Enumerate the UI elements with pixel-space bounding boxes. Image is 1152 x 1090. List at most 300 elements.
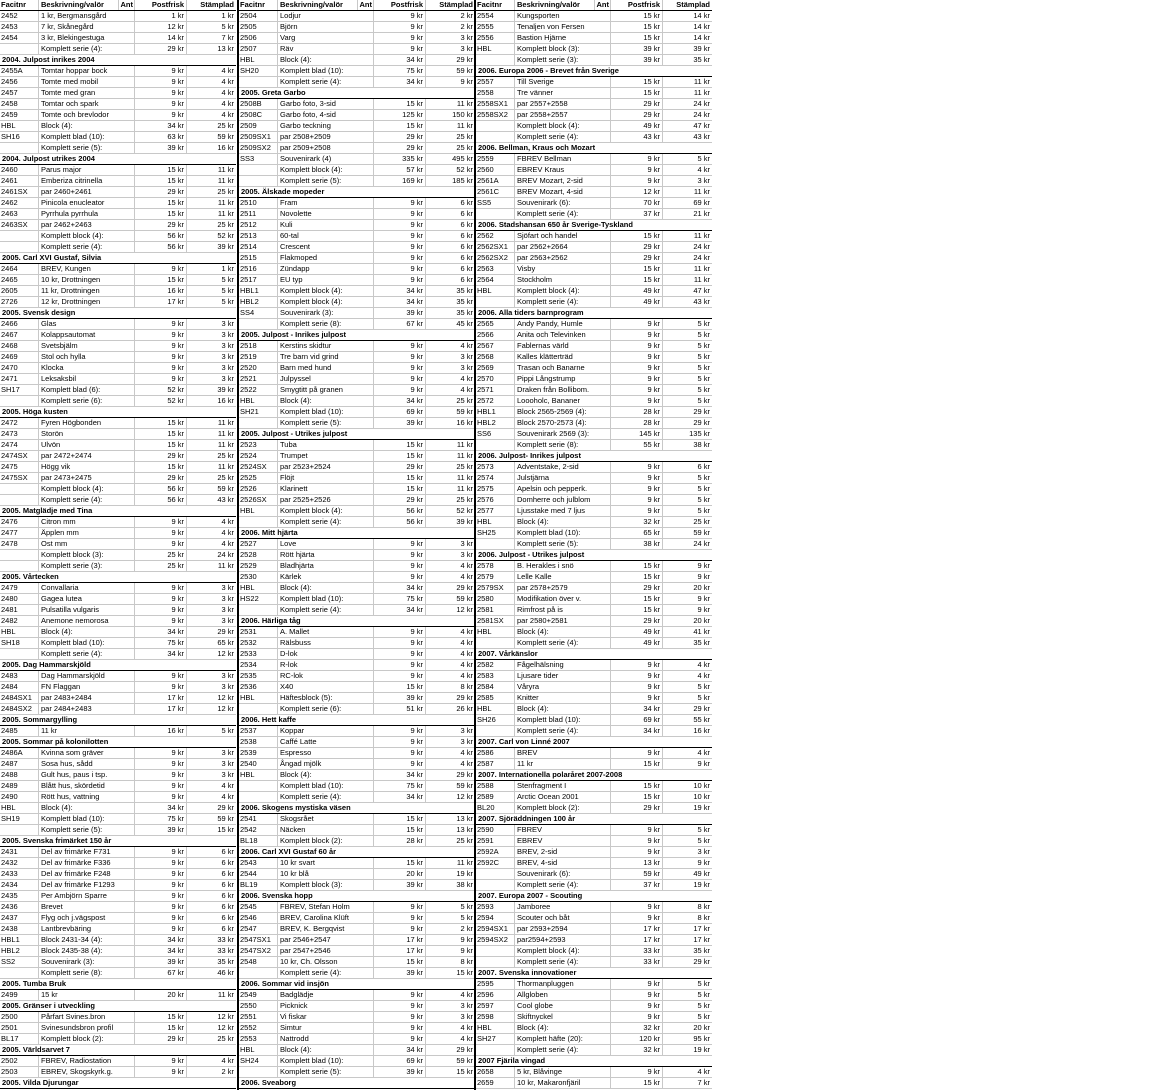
facitnr-cell: 2561C [477, 187, 500, 196]
facitnr-cell: 2726 [1, 297, 18, 306]
section-title: 2005. Vilda Djurungar [2, 1078, 79, 1087]
stamplad-price-cell: 47 kr [662, 121, 712, 131]
stamplad-price-cell: 4 kr [186, 517, 236, 527]
table-row [239, 517, 475, 528]
stamplad-price-cell: 59 kr [425, 66, 475, 76]
header-facitnr: Facitnr [1, 0, 27, 9]
table-row [476, 132, 712, 143]
header-desc: Beskrivning/valör [277, 0, 357, 10]
facitnr-cell: 2579SX [477, 583, 504, 592]
facitnr-cell: 2562 [477, 231, 494, 240]
table-row [0, 319, 236, 330]
table-row [239, 737, 475, 748]
postfrisk-price-cell: 9 kr [373, 198, 425, 208]
description-cell: Rälsbuss [277, 638, 357, 648]
facitnr-cell: 2594SX2 [477, 935, 508, 944]
table-row [0, 165, 236, 176]
stamplad-price-cell: 35 kr [425, 297, 475, 307]
postfrisk-price-cell: 9 kr [610, 902, 662, 912]
stamplad-price-cell: 25 kr [186, 187, 236, 197]
postfrisk-price-cell: 15 kr [134, 1012, 186, 1022]
stamplad-price-cell: 3 kr [186, 363, 236, 373]
table-row [0, 539, 236, 550]
description-cell: Komplett serie (5): [514, 539, 594, 549]
facitnr-cell: 2582 [477, 660, 494, 669]
section-title: 2005. Dag Hammarskjöld [2, 660, 91, 669]
description-cell: Simtur [277, 1023, 357, 1033]
facitnr-cell: 2554 [477, 11, 494, 20]
stamplad-price-cell: 17 kr [662, 924, 712, 934]
table-row [0, 275, 236, 286]
stamplad-price-cell: 38 kr [662, 440, 712, 450]
facitnr-cell: 2533 [240, 649, 257, 658]
postfrisk-price-cell: 17 kr [134, 693, 186, 703]
facitnr-cell: 2574 [477, 473, 494, 482]
postfrisk-price-cell: 9 kr [134, 352, 186, 362]
facitnr-cell: 2484SX1 [1, 693, 32, 702]
facitnr-cell: 2432 [1, 858, 18, 867]
description-cell: Jamboree [514, 902, 594, 912]
postfrisk-price-cell: 34 kr [373, 77, 425, 87]
stamplad-price-cell: 3 kr [186, 759, 236, 769]
postfrisk-price-cell: 34 kr [610, 704, 662, 714]
table-row [239, 176, 475, 187]
table-row [0, 924, 236, 935]
table-row [0, 858, 236, 869]
facitnr-cell: 2499 [1, 990, 18, 999]
postfrisk-price-cell: 9 kr [373, 572, 425, 582]
table-row [239, 880, 475, 891]
facitnr-cell: 2482 [1, 616, 18, 625]
description-cell: Kolappsautomat [38, 330, 118, 340]
postfrisk-price-cell: 9 kr [134, 528, 186, 538]
stamplad-price-cell: 6 kr [425, 198, 475, 208]
facitnr-cell: 2551 [240, 1012, 257, 1021]
postfrisk-price-cell: 29 kr [134, 187, 186, 197]
facitnr-cell: 2509SX2 [240, 143, 271, 152]
table-row [239, 154, 475, 165]
stamplad-price-cell: 3 kr [186, 341, 236, 351]
description-cell: Garbo foto, 4-sid [277, 110, 357, 120]
stamplad-price-cell: 4 kr [425, 341, 475, 351]
description-cell: Block (4): [514, 517, 594, 527]
stamplad-price-cell: 16 kr [425, 418, 475, 428]
facitnr-cell: 2470 [1, 363, 18, 372]
facitnr-cell: 2585 [477, 693, 494, 702]
description-cell: Gagea lutea [38, 594, 118, 604]
stamplad-price-cell: 33 kr [186, 946, 236, 956]
description-cell: Loooholc, Bananer [514, 396, 594, 406]
table-row [239, 440, 475, 451]
description-cell: par 2557+2558 [514, 99, 594, 109]
facitnr-cell: 2581SX [477, 616, 504, 625]
table-row [476, 154, 712, 165]
facitnr-cell: 2532 [240, 638, 257, 647]
description-cell: Skogsrået [277, 814, 357, 824]
stamplad-price-cell: 25 kr [425, 495, 475, 505]
table-row [239, 44, 475, 55]
postfrisk-price-cell: 15 kr [373, 484, 425, 494]
section-title: 2005. Matglädje med Tina [2, 506, 93, 515]
facitnr-cell: 2592C [477, 858, 500, 867]
description-cell: Komplett serie (4): [514, 132, 594, 142]
facitnr-cell: 2594SX1 [477, 924, 508, 933]
postfrisk-price-cell: 9 kr [134, 792, 186, 802]
stamplad-price-cell: 5 kr [662, 154, 712, 164]
description-cell: Block (4): [277, 583, 357, 593]
stamplad-price-cell: 25 kr [186, 220, 236, 230]
column-header-row [239, 0, 475, 11]
postfrisk-price-cell: 335 kr [373, 154, 425, 164]
postfrisk-price-cell: 9 kr [134, 869, 186, 879]
facitnr-cell: SH18 [1, 638, 20, 647]
table-row [0, 198, 236, 209]
description-cell: Komplett serie (8): [277, 319, 357, 329]
stamplad-price-cell: 39 kr [425, 517, 475, 527]
postfrisk-price-cell: 9 kr [610, 484, 662, 494]
facitnr-cell: SH21 [240, 407, 259, 416]
table-row [239, 110, 475, 121]
description-cell: Pulsatilla vulgaris [38, 605, 118, 615]
table-row [0, 638, 236, 649]
stamplad-price-cell: 4 kr [662, 165, 712, 175]
postfrisk-price-cell: 9 kr [134, 77, 186, 87]
stamplad-price-cell: 24 kr [662, 253, 712, 263]
facitnr-cell: 2659 [477, 1078, 494, 1087]
stamplad-price-cell: 13 kr [425, 825, 475, 835]
section-heading [239, 803, 475, 814]
description-cell: EBREV, Skogskyrk.g. [38, 1067, 118, 1077]
description-cell: Anemone nemorosa [38, 616, 118, 626]
stamplad-price-cell: 11 kr [425, 473, 475, 483]
stamplad-price-cell: 13 kr [186, 44, 236, 54]
table-row [239, 55, 475, 66]
facitnr-cell: SH25 [477, 528, 496, 537]
description-cell: 10 kr, Ch. Olsson [277, 957, 357, 967]
table-row [476, 627, 712, 638]
description-cell: EU typ [277, 275, 357, 285]
section-heading [239, 1078, 475, 1089]
facitnr-cell: 2431 [1, 847, 18, 856]
facitnr-cell: HBL [240, 1045, 255, 1054]
section-title: 2005. Julpost - Inrikes julpost [241, 330, 347, 339]
stamplad-price-cell: 135 kr [662, 429, 712, 439]
stamplad-price-cell: 69 kr [662, 198, 712, 208]
table-row [0, 77, 236, 88]
description-cell: Komplett serie (4): [514, 957, 594, 967]
table-row [239, 22, 475, 33]
description-cell: Komplett block (4): [277, 286, 357, 296]
stamplad-price-cell: 11 kr [186, 209, 236, 219]
stamplad-price-cell: 16 kr [186, 396, 236, 406]
stamplad-price-cell: 3 kr [186, 330, 236, 340]
facitnr-cell: 2531 [240, 627, 257, 636]
stamplad-price-cell: 24 kr [662, 99, 712, 109]
facitnr-cell: 2473 [1, 429, 18, 438]
section-heading [0, 836, 236, 847]
postfrisk-price-cell: 12 kr [610, 187, 662, 197]
stamplad-price-cell: 11 kr [662, 264, 712, 274]
description-cell: 11 kr [514, 759, 594, 769]
facitnr-cell: 2502 [1, 1056, 18, 1065]
description-cell: Badglädje [277, 990, 357, 1000]
header-facitnr: Facitnr [240, 0, 266, 9]
stamplad-price-cell: 11 kr [425, 121, 475, 131]
section-heading [239, 429, 475, 440]
description-cell: par 2593+2594 [514, 924, 594, 934]
description-cell: Björn [277, 22, 357, 32]
postfrisk-price-cell: 15 kr [610, 77, 662, 87]
table-row [0, 759, 236, 770]
description-cell: Sjöfart och handel [514, 231, 594, 241]
description-cell: par 2547+2546 [277, 946, 357, 956]
facitnr-cell: 2463 [1, 209, 18, 218]
stamplad-price-cell: 59 kr [425, 781, 475, 791]
table-row [0, 550, 236, 561]
description-cell: Adventstake, 2-sid [514, 462, 594, 472]
section-title: 2007. Vårkänslor [478, 649, 538, 658]
stamplad-price-cell: 59 kr [425, 407, 475, 417]
postfrisk-price-cell: 9 kr [373, 264, 425, 274]
postfrisk-price-cell: 33 kr [610, 957, 662, 967]
table-row [0, 1034, 236, 1045]
postfrisk-price-cell: 49 kr [610, 286, 662, 296]
stamplad-price-cell: 11 kr [662, 77, 712, 87]
facitnr-cell: 2462 [1, 198, 18, 207]
stamplad-price-cell: 150 kr [425, 110, 475, 120]
table-row [239, 583, 475, 594]
table-row [239, 396, 475, 407]
facitnr-cell: 2466 [1, 319, 18, 328]
stamplad-price-cell: 6 kr [186, 924, 236, 934]
table-row [0, 473, 236, 484]
table-row [476, 671, 712, 682]
facitnr-cell: SH19 [1, 814, 20, 823]
description-cell: Block (4): [38, 121, 118, 131]
description-cell: Glas [38, 319, 118, 329]
postfrisk-price-cell: 9 kr [373, 22, 425, 32]
description-cell: Komplett serie (4): [514, 638, 594, 648]
table-row [239, 165, 475, 176]
postfrisk-price-cell: 9 kr [373, 220, 425, 230]
postfrisk-price-cell: 17 kr [610, 924, 662, 934]
facitnr-cell: HBL2 [477, 418, 496, 427]
facitnr-cell: HBL [1, 121, 16, 130]
postfrisk-price-cell: 9 kr [134, 847, 186, 857]
stamplad-price-cell: 4 kr [186, 110, 236, 120]
stamplad-price-cell: 25 kr [186, 473, 236, 483]
table-row [476, 715, 712, 726]
facitnr-cell: HBL2 [240, 297, 259, 306]
table-row [476, 11, 712, 22]
description-cell: Komplett serie (6): [38, 396, 118, 406]
facitnr-cell: HBL [477, 1023, 492, 1032]
postfrisk-price-cell: 57 kr [373, 165, 425, 175]
section-title: 2005. Vårtecken [2, 572, 59, 581]
stamplad-price-cell: 39 kr [186, 242, 236, 252]
description-cell: Parus major [38, 165, 118, 175]
section-heading [476, 770, 712, 781]
postfrisk-price-cell: 32 kr [610, 1045, 662, 1055]
table-row [476, 1001, 712, 1012]
description-cell: par 2562+2664 [514, 242, 594, 252]
description-cell: Lelle Kalle [514, 572, 594, 582]
table-row [0, 946, 236, 957]
section-title: 2006. Sveaborg [241, 1078, 297, 1087]
table-row [476, 198, 712, 209]
stamplad-price-cell: 4 kr [662, 748, 712, 758]
stamplad-price-cell: 11 kr [425, 99, 475, 109]
facitnr-cell: 2588 [477, 781, 494, 790]
table-row [476, 385, 712, 396]
postfrisk-price-cell: 15 kr [610, 88, 662, 98]
section-title: 2007. Internationella polaråret 2007-2008 [478, 770, 623, 779]
stamplad-price-cell: 9 kr [662, 858, 712, 868]
table-row [476, 847, 712, 858]
section-heading [476, 220, 712, 231]
facitnr-cell: 2524 [240, 451, 257, 460]
description-cell: 12 kr, Drottningen [38, 297, 118, 307]
description-cell: Fyren Högbonden [38, 418, 118, 428]
table-row [239, 682, 475, 693]
description-cell: 1 kr, Bergmansgård [38, 11, 118, 21]
table-row [239, 132, 475, 143]
postfrisk-price-cell: 16 kr [134, 726, 186, 736]
table-row [0, 847, 236, 858]
facitnr-cell: 2583 [477, 671, 494, 680]
description-cell: Lodjur [277, 11, 357, 21]
postfrisk-price-cell: 15 kr [134, 198, 186, 208]
postfrisk-price-cell: 9 kr [610, 748, 662, 758]
description-cell: Kärlek [277, 572, 357, 582]
facitnr-cell: 2477 [1, 528, 18, 537]
postfrisk-price-cell: 9 kr [373, 990, 425, 1000]
postfrisk-price-cell: 29 kr [610, 616, 662, 626]
postfrisk-price-cell: 9 kr [134, 374, 186, 384]
section-title: 2005. Sommargylling [2, 715, 78, 724]
description-cell: Näcken [277, 825, 357, 835]
postfrisk-price-cell: 9 kr [610, 473, 662, 483]
postfrisk-price-cell: 9 kr [373, 759, 425, 769]
table-row [476, 187, 712, 198]
table-row [0, 1067, 236, 1078]
facitnr-cell: 2485 [1, 726, 18, 735]
stamplad-price-cell: 3 kr [425, 1001, 475, 1011]
table-row [476, 836, 712, 847]
description-cell: Block (4): [38, 803, 118, 813]
description-cell: Del av frimärke F336 [38, 858, 118, 868]
facitnr-cell: 2479 [1, 583, 18, 592]
description-cell: Komplett serie (4): [277, 517, 357, 527]
postfrisk-price-cell: 34 kr [134, 121, 186, 131]
postfrisk-price-cell: 25 kr [134, 561, 186, 571]
description-cell: 10 kr, Makaronfjäril [514, 1078, 594, 1088]
postfrisk-price-cell: 29 kr [134, 473, 186, 483]
table-row [239, 660, 475, 671]
stamplad-price-cell: 19 kr [662, 803, 712, 813]
description-cell: Anita och Televinken [514, 330, 594, 340]
postfrisk-price-cell: 17 kr [134, 704, 186, 714]
facitnr-cell: 2593 [477, 902, 494, 911]
postfrisk-price-cell: 15 kr [373, 858, 425, 868]
facitnr-cell: 2525 [240, 473, 257, 482]
table-row [239, 275, 475, 286]
facitnr-cell: 2547 [240, 924, 257, 933]
table-row [0, 176, 236, 187]
table-row [0, 627, 236, 638]
stamplad-price-cell: 7 kr [662, 1078, 712, 1088]
column-header-row [476, 0, 712, 11]
table-row [239, 836, 475, 847]
description-cell: Garbo foto, 3-sid [277, 99, 357, 109]
description-cell: par 2525+2526 [277, 495, 357, 505]
description-cell: BREV [514, 748, 594, 758]
table-row [239, 946, 475, 957]
postfrisk-price-cell: 9 kr [610, 176, 662, 186]
facitnr-cell: 2433 [1, 869, 18, 878]
postfrisk-price-cell: 17 kr [134, 297, 186, 307]
facitnr-cell: 2540 [240, 759, 257, 768]
stamplad-price-cell: 6 kr [186, 869, 236, 879]
stamplad-price-cell: 5 kr [662, 484, 712, 494]
table-row [0, 682, 236, 693]
table-row [239, 957, 475, 968]
stamplad-price-cell: 495 kr [425, 154, 475, 164]
table-row [0, 44, 236, 55]
postfrisk-price-cell: 9 kr [134, 363, 186, 373]
price-column-3 [474, 0, 712, 1090]
description-cell: Skiftnyckel [514, 1012, 594, 1022]
stamplad-price-cell: 4 kr [425, 990, 475, 1000]
stamplad-price-cell: 2 kr [186, 1067, 236, 1077]
stamplad-price-cell: 5 kr [186, 297, 236, 307]
table-row [0, 649, 236, 660]
table-row [476, 1045, 712, 1056]
stamplad-price-cell: 13 kr [425, 814, 475, 824]
postfrisk-price-cell: 15 kr [610, 759, 662, 769]
description-cell: Souvenirark 2569 (3): [514, 429, 594, 439]
section-title: 2006. Svenska hopp [241, 891, 313, 900]
postfrisk-price-cell: 39 kr [134, 143, 186, 153]
postfrisk-price-cell: 9 kr [610, 847, 662, 857]
table-row [476, 1023, 712, 1034]
facitnr-cell: SH20 [240, 66, 259, 75]
stamplad-price-cell: 20 kr [662, 616, 712, 626]
facitnr-cell: HBL1 [477, 407, 496, 416]
table-row [476, 1078, 712, 1089]
section-heading [476, 550, 712, 561]
facitnr-cell: 2475SX [1, 473, 28, 482]
facitnr-cell: 2579 [477, 572, 494, 581]
postfrisk-price-cell: 9 kr [373, 11, 425, 21]
section-heading [239, 187, 475, 198]
stamplad-price-cell: 20 kr [662, 1023, 712, 1033]
facitnr-cell: 2474 [1, 440, 18, 449]
table-row [0, 561, 236, 572]
table-row [239, 858, 475, 869]
stamplad-price-cell: 35 kr [186, 957, 236, 967]
facitnr-cell: HBL1 [1, 935, 20, 944]
description-cell: X40 [277, 682, 357, 692]
stamplad-price-cell: 16 kr [662, 726, 712, 736]
facitnr-cell: 2452 [1, 11, 18, 20]
table-row [0, 605, 236, 616]
description-cell: Block (4): [514, 704, 594, 714]
description-cell: par 2578+2579 [514, 583, 594, 593]
facitnr-cell: 2435 [1, 891, 18, 900]
postfrisk-price-cell: 51 kr [373, 704, 425, 714]
facitnr-cell: 2437 [1, 913, 18, 922]
